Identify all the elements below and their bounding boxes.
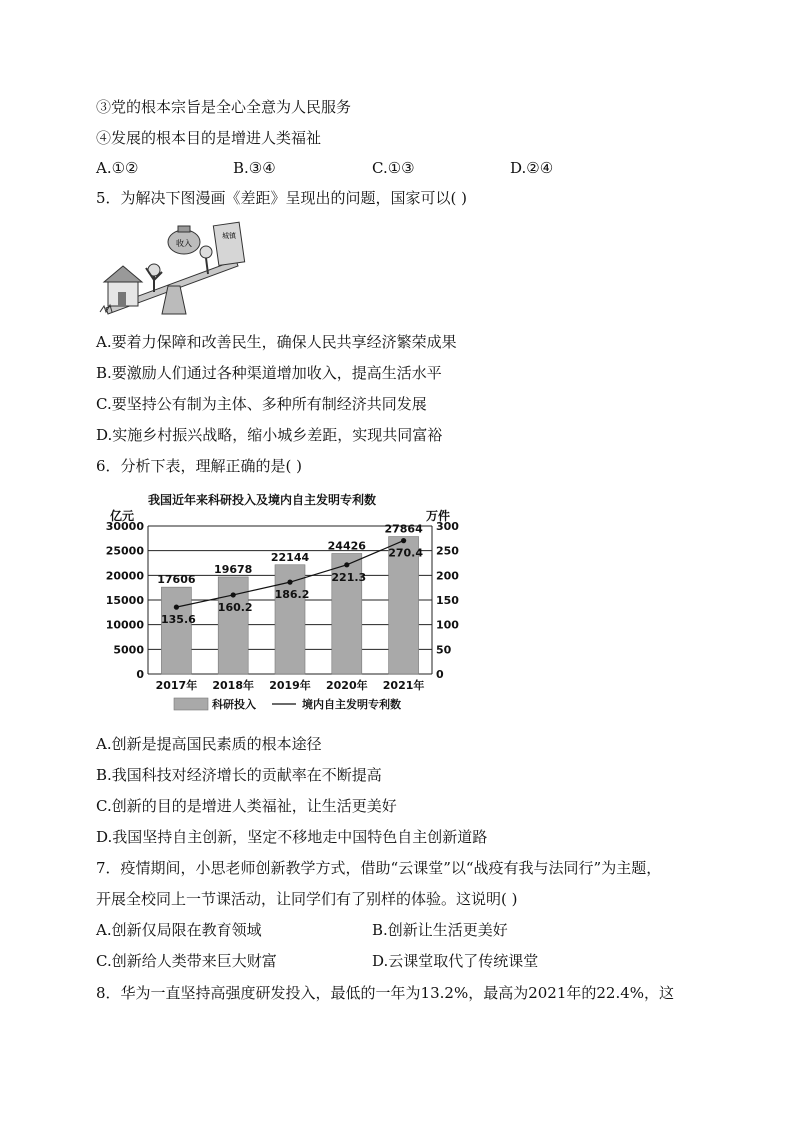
left-tick-label: 10000: [105, 618, 144, 632]
line-value-label: 160.2: [217, 600, 253, 614]
right-tick-label: 50: [436, 643, 452, 657]
statement-3: ③党的根本宗旨是全心全意为人民服务: [96, 98, 352, 116]
line-point: [344, 562, 349, 567]
q7-option-b[interactable]: B.创新让生活更美好: [372, 921, 508, 939]
bar-value-label: 27864: [384, 522, 423, 536]
category-label: 2020年: [325, 679, 368, 692]
q6-option-b[interactable]: B.我国科技对经济增长的贡献率在不断提高: [96, 766, 382, 784]
left-tick-label: 5000: [113, 643, 144, 657]
bar-value-label: 24426: [327, 539, 366, 553]
category-label: 2018年: [212, 679, 255, 692]
q4-option-b[interactable]: B.③④: [233, 159, 276, 177]
bar: [161, 587, 191, 674]
q4-option-a[interactable]: A.①②: [96, 159, 139, 177]
research-investment-chart: [96, 488, 459, 718]
line-point: [287, 580, 292, 585]
statement-4: ④发展的根本目的是增进人类福祉: [96, 129, 322, 147]
category-label: 2021年: [382, 679, 425, 692]
left-tick-label: 15000: [105, 594, 144, 607]
right-tick-label: 250: [436, 544, 459, 558]
q8-stem: 8．华为一直坚持高强度研发投入，最低的一年为13.2%，最高为2021年的22.4%，这: [96, 984, 675, 1002]
legend-bar-label: 科研投入: [212, 698, 256, 711]
q5-option-b[interactable]: B.要激励人们通过各种渠道增加收入，提高生活水平: [96, 364, 442, 382]
left-axis-unit: 亿元: [110, 509, 135, 523]
q7-stem-line2: 开展全校同上一节课活动，让同学们有了别样的体验。这说明( ): [96, 890, 518, 908]
city-building-drawing: [213, 222, 244, 265]
category-label: 2017年: [155, 679, 198, 692]
q5-option-d[interactable]: D.实施乡村振兴战略，缩小城乡差距，实现共同富裕: [96, 426, 443, 444]
q6-option-d[interactable]: D.我国坚持自主创新，坚定不移地走中国特色自主创新道路: [96, 828, 488, 846]
line-point: [174, 605, 179, 610]
legend-bar-swatch: [174, 698, 208, 710]
line-value-label: 270.4: [388, 546, 423, 560]
q7-option-a[interactable]: A.创新仅局限在教育领域: [96, 921, 262, 939]
bar-value-label: 22144: [270, 550, 310, 564]
left-tick-label: 0: [136, 668, 144, 681]
right-tick-label: 200: [436, 569, 459, 583]
bar: [218, 577, 248, 674]
right-tick-label: 150: [436, 594, 459, 607]
q4-option-d[interactable]: D.②④: [510, 159, 554, 177]
line-value-label: 221.3: [331, 570, 367, 584]
q4-option-c[interactable]: C.①③: [372, 159, 415, 177]
chart-title: 我国近年来科研投入及境内自主发明专利数: [147, 493, 377, 507]
cartoon-label-city: 城镇: [222, 232, 236, 240]
line-value-label: 135.6: [161, 613, 196, 627]
gap-cartoon-illustration: [98, 220, 250, 316]
cartoon-label-income: 收入: [176, 239, 192, 248]
q5-option-a[interactable]: A.要着力保障和改善民生，确保人民共享经济繁荣成果: [96, 333, 457, 351]
right-tick-label: 300: [436, 520, 459, 533]
q7-option-d[interactable]: D.云课堂取代了传统课堂: [372, 952, 539, 970]
right-tick-label: 0: [436, 668, 444, 681]
q6-option-a[interactable]: A.创新是提高国民素质的根本途径: [96, 735, 322, 753]
q6-stem: 6．分析下表，理解正确的是( ): [96, 457, 303, 475]
left-tick-label: 30000: [105, 520, 144, 533]
bar-value-label: 17606: [157, 573, 196, 587]
right-axis-unit: 万件: [426, 509, 451, 523]
bar-value-label: 19678: [214, 562, 253, 576]
q7-option-c[interactable]: C.创新给人类带来巨大财富: [96, 952, 277, 970]
q6-option-c[interactable]: C.创新的目的是增进人类福祉，让生活更美好: [96, 797, 397, 815]
right-tick-label: 100: [436, 618, 459, 632]
q5-stem: 5．为解决下图漫画《差距》呈现出的问题，国家可以( ): [96, 189, 468, 207]
legend-line-label: 境内自主发明专利数: [302, 698, 401, 711]
q7-stem-line1: 7．疫情期间，小思老师创新教学方式，借助“云课堂”以“战疫有我与法同行”为主题，: [96, 859, 662, 877]
line-point: [401, 538, 406, 543]
category-label: 2019年: [269, 679, 311, 692]
q5-option-c[interactable]: C.要坚持公有制为主体、多种所有制经济共同发展: [96, 395, 427, 413]
left-tick-label: 20000: [105, 569, 144, 583]
line-value-label: 186.2: [274, 588, 310, 602]
left-tick-label: 25000: [105, 544, 144, 558]
line-point: [231, 592, 236, 597]
